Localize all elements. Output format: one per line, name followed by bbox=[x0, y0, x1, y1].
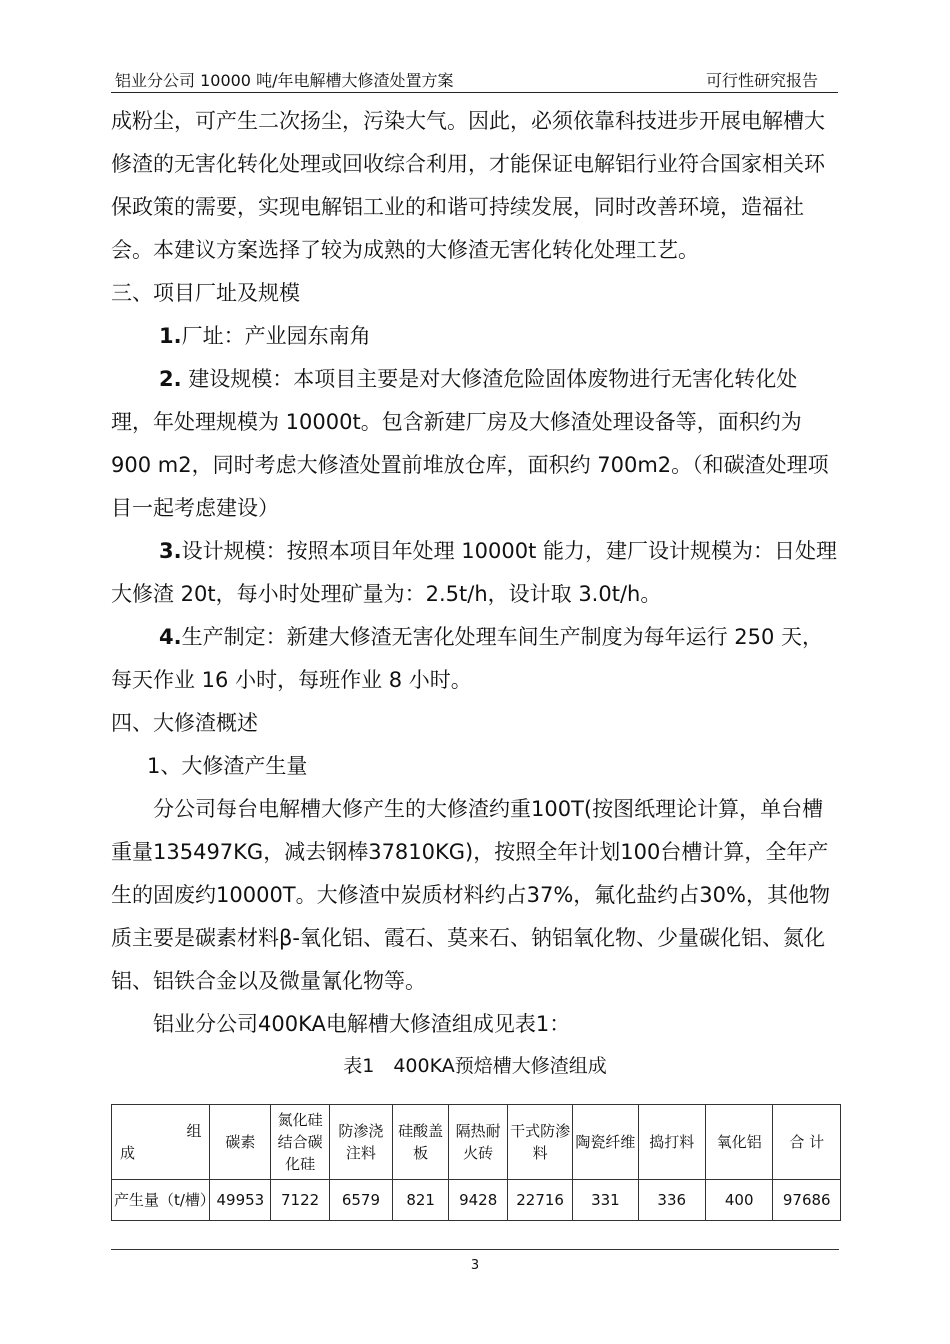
table-cell: 9428 bbox=[449, 1180, 508, 1221]
table-header-cell: 陶瓷纤维 bbox=[573, 1105, 638, 1180]
page-header bbox=[111, 66, 838, 93]
page-number: 3 bbox=[470, 1258, 480, 1273]
composition-table bbox=[111, 1104, 841, 1221]
table-cell: 6579 bbox=[329, 1180, 392, 1221]
table-corner-cell: 组 成 bbox=[112, 1105, 210, 1180]
paragraph-table-intro: 铝业分公司400KA电解槽大修渣组成见表1： bbox=[153, 1012, 571, 1036]
paragraph-intro-continued: 成粉尘，可产生二次扬尘，污染大气。因此，必须依靠科技进步开展电解槽大修渣的无害化转化处理或回收综合利用，才能保证电解铝行业符合国家相关环保政策的需要，实现电解铝工业的和谐可持续发展，同时改善环境，造福社会。本建议方案选择了较为成熟的大修渣无害化转化处理工艺。 bbox=[111, 109, 825, 262]
table-cell: 97686 bbox=[773, 1180, 841, 1221]
table-cell: 821 bbox=[392, 1180, 448, 1221]
list-item-construction-scale: 2. 建设规模：本项目主要是对大修渣危险固体废物进行无害化转化处理，年处理规模为 10000t。包含新建厂房及大修渣处理设备等，面积约为 900 m2，同时考虑大修渣处置前堆放仓库，面积约 700m2。（和碳渣处理项目一起考虑建设） bbox=[111, 367, 829, 520]
table-header-cell: 氮化硅结合碳化硅 bbox=[271, 1105, 330, 1180]
table-header-cell: 干式防渗料 bbox=[507, 1105, 572, 1180]
header-report-type: 可行性研究报告 bbox=[705, 71, 818, 90]
table-header-cell: 合 计 bbox=[773, 1105, 841, 1180]
table-header-row bbox=[112, 1105, 841, 1180]
list-item-site: 1.厂址：产业园东南角 bbox=[159, 324, 371, 348]
table-caption: 表1 400KA预焙槽大修渣组成 bbox=[343, 1055, 607, 1077]
section-heading-3: 三、项目厂址及规模 bbox=[111, 281, 300, 305]
footer-rule bbox=[111, 1249, 839, 1250]
table-header-cell: 防渗浇注料 bbox=[329, 1105, 392, 1180]
table-cell: 400 bbox=[705, 1180, 772, 1221]
table-header-cell: 硅酸盖板 bbox=[392, 1105, 448, 1180]
table-cell: 7122 bbox=[271, 1180, 330, 1221]
table-cell: 331 bbox=[573, 1180, 638, 1221]
table-header-cell: 碳素 bbox=[210, 1105, 271, 1180]
table-row bbox=[112, 1180, 841, 1221]
table-row-label: 产生量（t/槽） bbox=[112, 1180, 210, 1221]
table-header-cell: 氧化铝 bbox=[705, 1105, 772, 1180]
list-item-production-schedule: 4.生产制定：新建大修渣无害化处理车间生产制度为每年运行 250 天，每天作业 16 小时，每班作业 8 小时。 bbox=[111, 625, 824, 692]
table-header-cell: 捣打料 bbox=[638, 1105, 705, 1180]
header-title: 铝业分公司 10000 吨/年电解槽大修渣处置方案 bbox=[115, 71, 454, 90]
table-cell: 49953 bbox=[210, 1180, 271, 1221]
section-heading-4: 四、大修渣概述 bbox=[111, 711, 258, 735]
table-cell: 336 bbox=[638, 1180, 705, 1221]
list-item-design-scale: 3.设计规模：按照本项目年处理 10000t 能力，建厂设计规模为：日处理大修渣 20t，每小时处理矿量为：2.5t/h，设计取 3.0t/h。 bbox=[111, 539, 837, 606]
table-header-cell: 隔热耐火砖 bbox=[449, 1105, 508, 1180]
subsection-heading: 1、大修渣产生量 bbox=[147, 754, 308, 778]
document-body bbox=[111, 100, 839, 1086]
table-cell: 22716 bbox=[507, 1180, 572, 1221]
paragraph-generation-amount: 分公司每台电解槽大修产生的大修渣约重100T(按图纸理论计算，单台槽重量135497KG，减去钢棒37810KG)，按照全年计划100台槽计算，全年产生的固废约10000T。大修渣中炭质材料约占37%，氟化盐约占30%，其他物质主要是碳素材料β-氧化铝、霞石、莫来石、钠铝氧化物、少量碳化铝、氮化铝、铝铁合金以及微量氰化物等。 bbox=[111, 797, 830, 993]
